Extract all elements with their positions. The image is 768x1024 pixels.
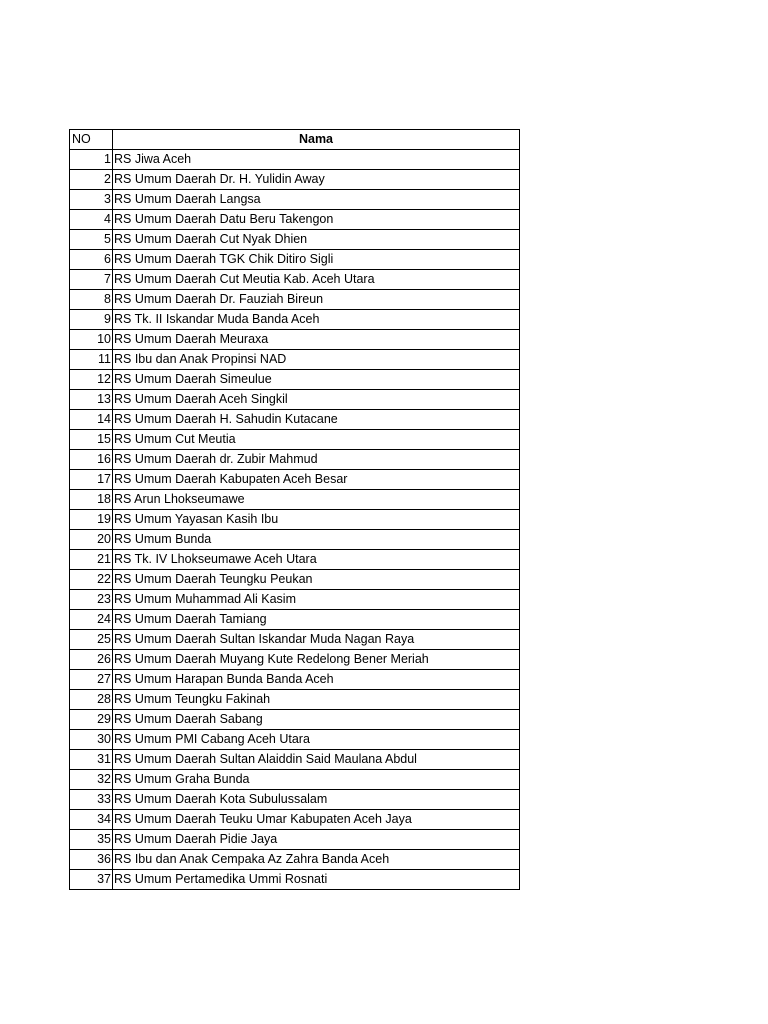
- table-row: [70, 670, 520, 690]
- hospital-name: RS Umum Daerah Sultan Iskandar Muda Nagan Raya: [113, 630, 520, 650]
- row-number: 17: [70, 470, 113, 490]
- row-number: 12: [70, 370, 113, 390]
- table-row: [70, 470, 520, 490]
- hospital-name: RS Umum Daerah Muyang Kute Redelong Bener Meriah: [113, 650, 520, 670]
- hospital-name: RS Umum Daerah Kabupaten Aceh Besar: [113, 470, 520, 490]
- table-row: [70, 430, 520, 450]
- table-row: [70, 810, 520, 830]
- hospital-name: RS Arun Lhokseumawe: [113, 490, 520, 510]
- hospital-name: RS Umum Daerah Sultan Alaiddin Said Maulana Abdul: [113, 750, 520, 770]
- hospital-name: RS Umum Graha Bunda: [113, 770, 520, 790]
- row-number: 36: [70, 850, 113, 870]
- table-row: [70, 210, 520, 230]
- row-number: 35: [70, 830, 113, 850]
- hospital-name: RS Umum Daerah Sabang: [113, 710, 520, 730]
- hospital-name: RS Umum Daerah Datu Beru Takengon: [113, 210, 520, 230]
- table-row: [70, 770, 520, 790]
- hospital-name: RS Umum Daerah TGK Chik Ditiro Sigli: [113, 250, 520, 270]
- hospital-name: RS Umum Bunda: [113, 530, 520, 550]
- table-row: [70, 490, 520, 510]
- row-number: 32: [70, 770, 113, 790]
- table-row: [70, 450, 520, 470]
- hospital-name: RS Umum Daerah Simeulue: [113, 370, 520, 390]
- row-number: 24: [70, 610, 113, 630]
- table-row: [70, 310, 520, 330]
- table-row: [70, 610, 520, 630]
- table-row: [70, 570, 520, 590]
- table-row: [70, 410, 520, 430]
- table-row: [70, 650, 520, 670]
- hospital-name: RS Umum Muhammad Ali Kasim: [113, 590, 520, 610]
- row-number: 28: [70, 690, 113, 710]
- row-number: 13: [70, 390, 113, 410]
- row-number: 4: [70, 210, 113, 230]
- row-number: 6: [70, 250, 113, 270]
- row-number: 25: [70, 630, 113, 650]
- table-row: [70, 790, 520, 810]
- table-row: [70, 370, 520, 390]
- row-number: 33: [70, 790, 113, 810]
- table-row: [70, 830, 520, 850]
- hospital-name: RS Tk. II Iskandar Muda Banda Aceh: [113, 310, 520, 330]
- hospital-name: RS Umum Daerah Teungku Peukan: [113, 570, 520, 590]
- header-row: [70, 130, 520, 150]
- row-number: 19: [70, 510, 113, 530]
- row-number: 21: [70, 550, 113, 570]
- hospital-name: RS Jiwa Aceh: [113, 150, 520, 170]
- hospital-name: RS Umum Yayasan Kasih Ibu: [113, 510, 520, 530]
- hospital-name: RS Umum PMI Cabang Aceh Utara: [113, 730, 520, 750]
- table-row: [70, 630, 520, 650]
- row-number: 8: [70, 290, 113, 310]
- row-number: 30: [70, 730, 113, 750]
- row-number: 7: [70, 270, 113, 290]
- hospital-table: [69, 129, 520, 890]
- table-row: [70, 590, 520, 610]
- table-row: [70, 870, 520, 890]
- hospital-name: RS Tk. IV Lhokseumawe Aceh Utara: [113, 550, 520, 570]
- row-number: 11: [70, 350, 113, 370]
- row-number: 2: [70, 170, 113, 190]
- row-number: 29: [70, 710, 113, 730]
- hospital-name: RS Umum Daerah Teuku Umar Kabupaten Aceh Jaya: [113, 810, 520, 830]
- row-number: 18: [70, 490, 113, 510]
- hospital-name: RS Umum Harapan Bunda Banda Aceh: [113, 670, 520, 690]
- hospital-name: RS Umum Daerah Langsa: [113, 190, 520, 210]
- table-row: [70, 390, 520, 410]
- hospital-name: RS Umum Daerah dr. Zubir Mahmud: [113, 450, 520, 470]
- row-number: 20: [70, 530, 113, 550]
- hospital-name: RS Ibu dan Anak Cempaka Az Zahra Banda Aceh: [113, 850, 520, 870]
- row-number: 34: [70, 810, 113, 830]
- table-row: [70, 350, 520, 370]
- table-row: [70, 230, 520, 250]
- row-number: 3: [70, 190, 113, 210]
- table-row: [70, 730, 520, 750]
- hospital-name: RS Umum Daerah Kota Subulussalam: [113, 790, 520, 810]
- hospital-name: RS Umum Daerah Dr. H. Yulidin Away: [113, 170, 520, 190]
- row-number: 22: [70, 570, 113, 590]
- hospital-name: RS Umum Daerah Dr. Fauziah Bireun: [113, 290, 520, 310]
- table-row: [70, 850, 520, 870]
- row-number: 31: [70, 750, 113, 770]
- table-row: [70, 550, 520, 570]
- hospital-name: RS Umum Daerah H. Sahudin Kutacane: [113, 410, 520, 430]
- table-row: [70, 170, 520, 190]
- hospital-name: RS Umum Daerah Meuraxa: [113, 330, 520, 350]
- table-row: [70, 690, 520, 710]
- row-number: 27: [70, 670, 113, 690]
- hospital-name: RS Umum Teungku Fakinah: [113, 690, 520, 710]
- hospital-name: RS Umum Daerah Tamiang: [113, 610, 520, 630]
- hospital-name: RS Umum Daerah Pidie Jaya: [113, 830, 520, 850]
- row-number: 16: [70, 450, 113, 470]
- hospital-name: RS Umum Daerah Cut Meutia Kab. Aceh Utara: [113, 270, 520, 290]
- column-header-nama: Nama: [113, 130, 520, 150]
- row-number: 14: [70, 410, 113, 430]
- table-row: [70, 530, 520, 550]
- table-body: [70, 150, 520, 890]
- table-row: [70, 190, 520, 210]
- row-number: 1: [70, 150, 113, 170]
- table-row: [70, 270, 520, 290]
- row-number: 10: [70, 330, 113, 350]
- hospital-name: RS Umum Daerah Aceh Singkil: [113, 390, 520, 410]
- table-row: [70, 750, 520, 770]
- table-row: [70, 330, 520, 350]
- row-number: 9: [70, 310, 113, 330]
- table-row: [70, 710, 520, 730]
- column-header-no: NO: [70, 130, 113, 150]
- hospital-name: RS Umum Daerah Cut Nyak Dhien: [113, 230, 520, 250]
- table-row: [70, 250, 520, 270]
- row-number: 5: [70, 230, 113, 250]
- row-number: 26: [70, 650, 113, 670]
- hospital-name: RS Umum Pertamedika Ummi Rosnati: [113, 870, 520, 890]
- table-row: [70, 510, 520, 530]
- table-row: [70, 150, 520, 170]
- row-number: 37: [70, 870, 113, 890]
- hospital-name: RS Umum Cut Meutia: [113, 430, 520, 450]
- row-number: 23: [70, 590, 113, 610]
- table-row: [70, 290, 520, 310]
- hospital-name: RS Ibu dan Anak Propinsi NAD: [113, 350, 520, 370]
- row-number: 15: [70, 430, 113, 450]
